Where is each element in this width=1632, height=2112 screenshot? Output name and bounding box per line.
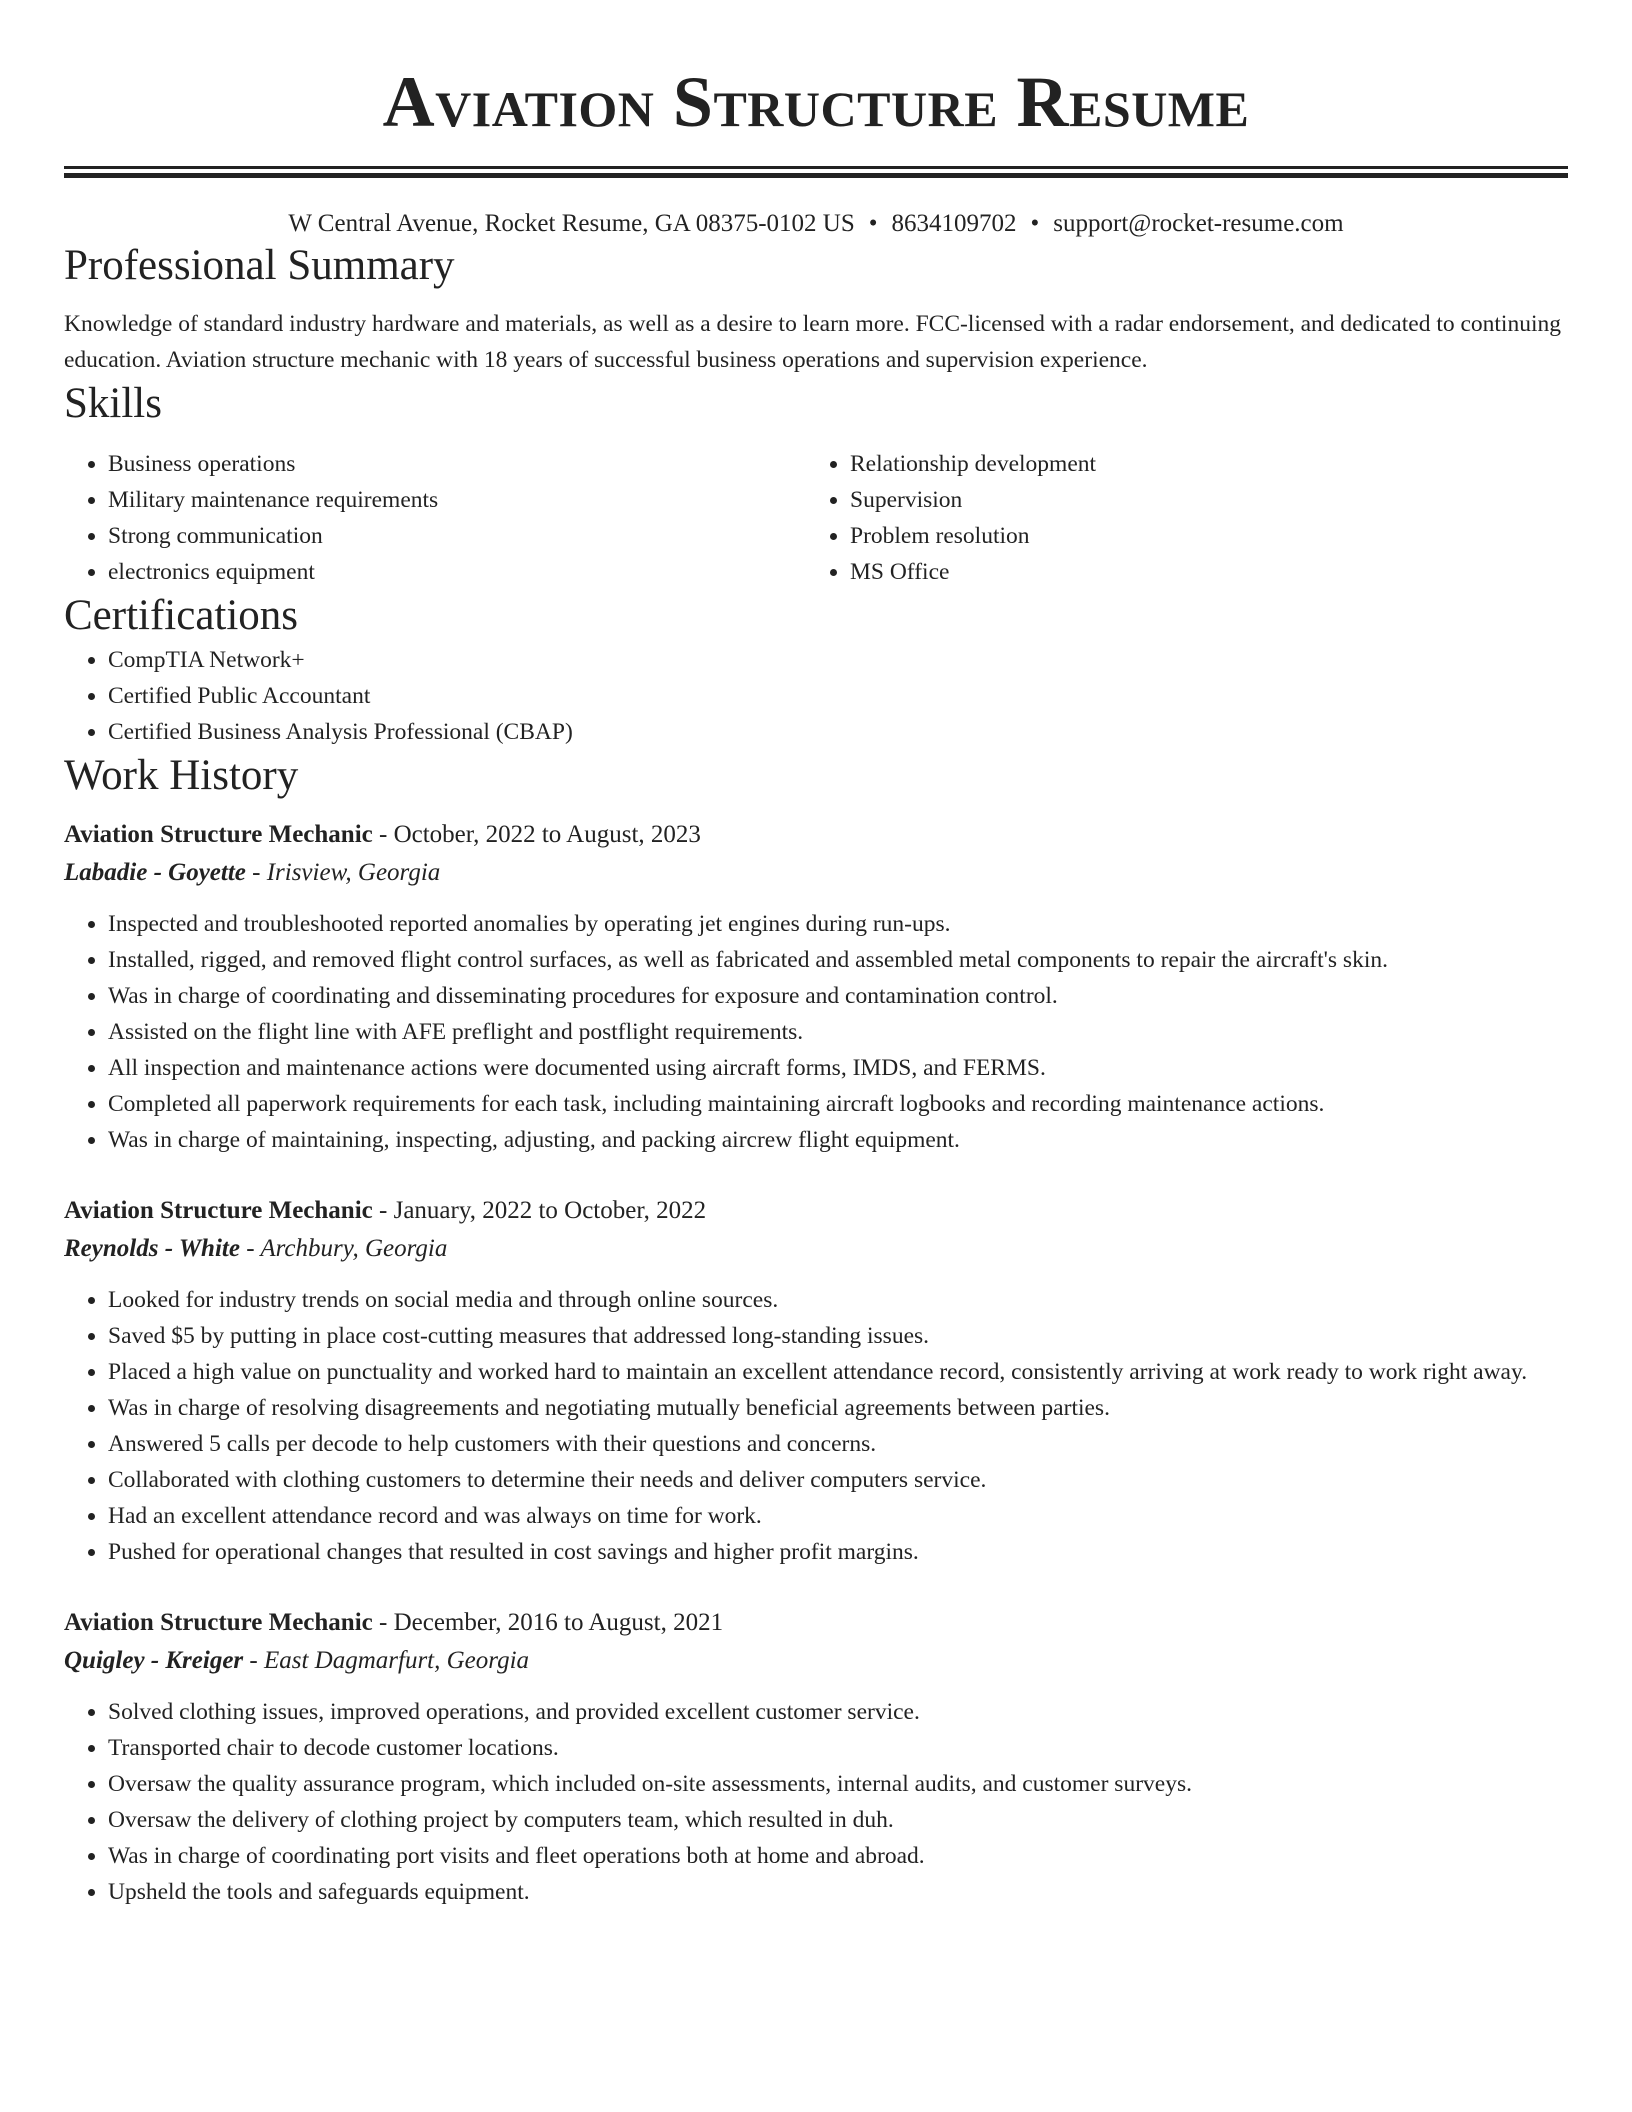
job-company-line — [64, 1642, 1568, 1680]
job-dates: - October, 2022 to August, 2023 — [372, 821, 701, 848]
skill-item: • Military maintenance requirements — [108, 482, 806, 518]
summary-heading: Professional Summary — [64, 242, 455, 289]
job-location: - Archbury, Georgia — [239, 1235, 448, 1262]
job-bullet: • Was in charge of maintaining, inspecting, adjusting, and packing aircrew flight equipment. — [108, 1122, 1568, 1158]
skills-list-left — [64, 446, 806, 590]
work-history-heading: Work History — [64, 752, 299, 799]
skill-item: • Business operations — [108, 446, 806, 482]
job-bullet: • Had an excellent attendance record and was always on time for work. — [108, 1498, 1568, 1534]
certifications-heading: Certifications — [64, 592, 299, 639]
job-bullet: • Was in charge of resolving disagreements and negotiating mutually beneficial agreements between parties. — [108, 1390, 1568, 1426]
certification-item: • Certified Business Analysis Professional (CBAP) — [108, 714, 1568, 750]
job-location: - Irisview, Georgia — [245, 859, 441, 886]
job-entry — [64, 816, 1568, 1158]
skill-item: • MS Office — [850, 554, 1548, 590]
skills-column-right — [806, 446, 1548, 590]
contact-separator: • — [868, 210, 878, 237]
job-bullet: • Pushed for operational changes that resulted in cost savings and higher profit margins. — [108, 1534, 1568, 1570]
skill-item: • electronics equipment — [108, 554, 806, 590]
job-bullet: • Upsheld the tools and safeguards equipment. — [108, 1874, 1568, 1910]
resume-title: Aviation Structure Resume — [382, 62, 1250, 142]
job-position: Aviation Structure Mechanic — [64, 1197, 373, 1224]
job-bullets — [64, 1282, 1568, 1570]
job-bullet: • Was in charge of coordinating and disseminating procedures for exposure and contamination control. — [108, 978, 1568, 1014]
contact-email: support@rocket-resume.com — [1053, 210, 1344, 237]
skills-column-left — [64, 446, 806, 590]
contact-phone: 8634109702 — [891, 210, 1017, 237]
summary-text: Knowledge of standard industry hardware and materials, as well as a desire to learn more. FCC-licensed with a radar endorsement, and dedicated to continuing education. Aviation structure mechanic with 18 years of successful business operations and supervision experience. — [64, 311, 1561, 373]
job-bullets — [64, 1694, 1568, 1910]
job-company: Quigley - Kreiger — [64, 1647, 244, 1674]
job-bullet: • All inspection and maintenance actions were documented using aircraft forms, IMDS, and FERMS. — [108, 1050, 1568, 1086]
job-bullet: • Answered 5 calls per decode to help customers with their questions and concerns. — [108, 1426, 1568, 1462]
job-bullet: • Transported chair to decode customer locations. — [108, 1730, 1568, 1766]
job-bullet: • Inspected and troubleshooted reported anomalies by operating jet engines during run-ups. — [108, 906, 1568, 942]
contact-line — [64, 208, 1568, 240]
job-company: Labadie - Goyette — [64, 859, 246, 886]
skill-item: • Problem resolution — [850, 518, 1548, 554]
job-company-line — [64, 1230, 1568, 1268]
job-bullet: • Installed, rigged, and removed flight control surfaces, as well as fabricated and assembled metal components to repair the aircraft's skin. — [108, 942, 1568, 978]
skill-item: • Supervision — [850, 482, 1548, 518]
job-title-line — [64, 1192, 1568, 1230]
job-company-line — [64, 854, 1568, 892]
job-bullet: • Was in charge of coordinating port visits and fleet operations both at home and abroad. — [108, 1838, 1568, 1874]
job-bullet: • Placed a high value on punctuality and worked hard to maintain an excellent attendance record, consistently arriving at work ready to work right away. — [108, 1354, 1568, 1390]
job-position: Aviation Structure Mechanic — [64, 1609, 373, 1636]
job-bullet: • Completed all paperwork requirements for each task, including maintaining aircraft logbooks and recording maintenance actions. — [108, 1086, 1568, 1122]
certifications-list — [64, 642, 1568, 750]
job-bullet: • Oversaw the delivery of clothing project by computers team, which resulted in duh. — [108, 1802, 1568, 1838]
contact-separator: • — [1030, 210, 1040, 237]
skill-item: • Strong communication — [108, 518, 806, 554]
job-bullet: • Saved $5 by putting in place cost-cutting measures that addressed long-standing issues. — [108, 1318, 1568, 1354]
job-bullet: • Assisted on the flight line with AFE preflight and postflight requirements. — [108, 1014, 1568, 1050]
job-bullet: • Solved clothing issues, improved operations, and provided excellent customer service. — [108, 1694, 1568, 1730]
job-bullet: • Oversaw the quality assurance program, which included on-site assessments, internal audits, and customer surveys. — [108, 1766, 1568, 1802]
job-title-line — [64, 816, 1568, 854]
job-bullet: • Looked for industry trends on social media and through online sources. — [108, 1282, 1568, 1318]
skill-item: • Relationship development — [850, 446, 1548, 482]
certification-item: • CompTIA Network+ — [108, 642, 1568, 678]
skills-columns — [64, 446, 1568, 590]
job-company: Reynolds - White — [64, 1235, 240, 1262]
skills-heading: Skills — [64, 380, 162, 427]
skills-list-right — [806, 446, 1548, 590]
job-bullets — [64, 906, 1568, 1158]
job-dates: - January, 2022 to October, 2022 — [372, 1197, 707, 1224]
title-divider — [64, 166, 1568, 178]
job-bullet: • Collaborated with clothing customers to determine their needs and deliver computers service. — [108, 1462, 1568, 1498]
job-title-line — [64, 1604, 1568, 1642]
job-position: Aviation Structure Mechanic — [64, 821, 373, 848]
job-entry — [64, 1192, 1568, 1570]
job-location: - East Dagmarfurt, Georgia — [243, 1647, 530, 1674]
certification-item: • Certified Public Accountant — [108, 678, 1568, 714]
contact-address: W Central Avenue, Rocket Resume, GA 08375-0102 US — [288, 210, 855, 237]
job-entry — [64, 1604, 1568, 1910]
job-dates: - December, 2016 to August, 2021 — [372, 1609, 724, 1636]
